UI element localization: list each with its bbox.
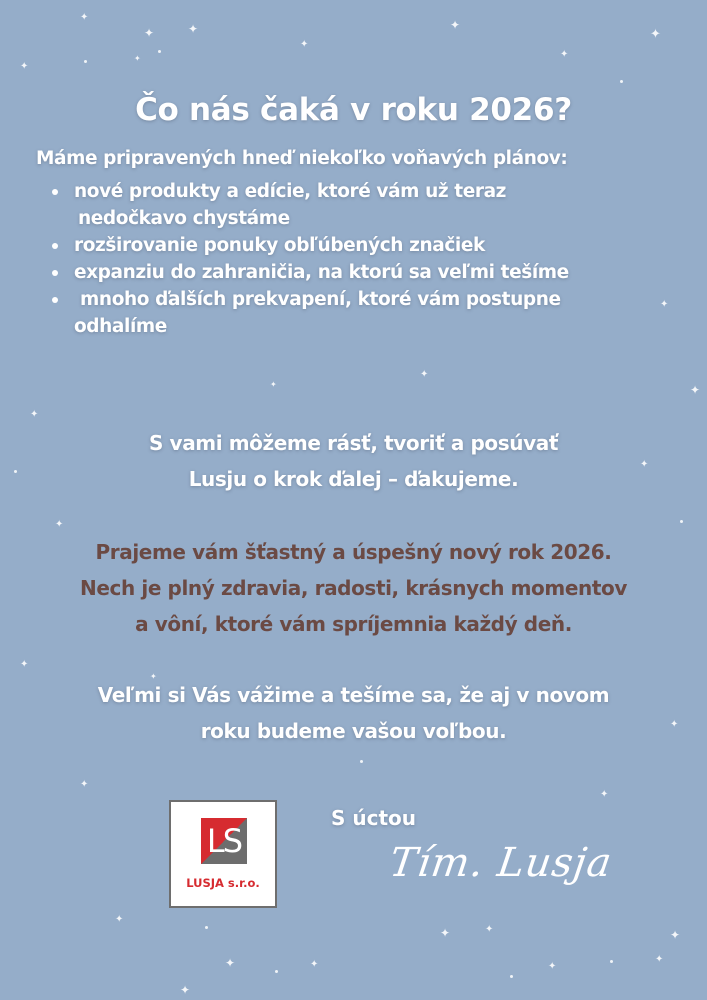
star-dot [158, 50, 161, 53]
sparkle-icon: ✦ [80, 12, 89, 23]
sparkle-icon: ✦ [670, 928, 681, 942]
star-dot [360, 760, 363, 763]
sparkle-icon: ✦ [670, 719, 679, 730]
company-logo [169, 800, 277, 908]
sparkle-icon: ✦ [450, 18, 461, 32]
star-dot [620, 80, 623, 83]
card-title: Čo nás čaká v roku 2026? [135, 92, 572, 128]
sparkle-icon: ✦ [690, 383, 701, 397]
sparkle-icon: ✦ [134, 54, 141, 63]
growth-message [0, 425, 707, 497]
thanks-message [0, 677, 707, 749]
sparkle-icon: ✦ [310, 959, 319, 970]
star-dot [610, 960, 613, 963]
plan-item [50, 286, 670, 340]
plan-text: nové produkty a edície, ktoré vám už teraz [74, 181, 507, 202]
sparkle-icon: ✦ [20, 659, 29, 670]
plan-text: rozširovanie ponuky obľúbených značiek [74, 235, 485, 256]
plan-text: expanziu do zahraničia, na ktorú sa veľmi tešíme [74, 262, 569, 283]
closing-salutation: S úctou [331, 806, 416, 830]
plan-item [50, 178, 670, 232]
sparkle-icon: ✦ [440, 926, 451, 940]
star-dot [84, 60, 87, 63]
thanks-line: roku budeme vašou voľbou. [200, 719, 507, 743]
sparkle-icon: ✦ [30, 409, 39, 420]
growth-line: Lusju o krok ďalej – ďakujeme. [188, 467, 519, 491]
wish-line: Prajeme vám šťastný a úspešný nový rok 2026. [95, 540, 612, 564]
growth-line: S vami môžeme rásť, tvoriť a posúvať [148, 431, 559, 455]
ls-logo-icon [201, 818, 247, 864]
plan-text-continued: nedočkavo chystáme [78, 208, 290, 229]
sparkle-icon: ✦ [270, 380, 277, 389]
sparkle-icon: ✦ [188, 22, 199, 36]
star-dot [680, 520, 683, 523]
plan-item [50, 259, 670, 286]
star-dot [510, 975, 513, 978]
thanks-line: Veľmi si Vás vážime a tešíme sa, že aj v novom [97, 683, 610, 707]
sparkle-icon: ✦ [485, 924, 494, 935]
sparkle-icon: ✦ [655, 954, 664, 965]
logo-mark-text: LS [206, 822, 242, 860]
company-name: LUSJA s.r.o. [186, 876, 260, 890]
sparkle-icon: ✦ [420, 369, 429, 380]
wish-line: Nech je plný zdravia, radosti, krásnych momentov [80, 576, 627, 600]
sparkle-icon: ✦ [300, 39, 309, 50]
sparkle-icon: ✦ [225, 956, 236, 970]
star-dot [275, 970, 278, 973]
sparkle-icon: ✦ [640, 459, 649, 470]
plans-intro: Máme pripravených hneď niekoľko voňavých plánov: [36, 148, 568, 169]
sparkle-icon: ✦ [600, 789, 609, 800]
sparkle-icon: ✦ [20, 61, 29, 72]
plan-text: mnoho ďalších prekvapení, ktoré vám postupne [74, 289, 561, 310]
sparkle-icon: ✦ [55, 519, 64, 530]
sparkle-icon: ✦ [80, 779, 89, 790]
plan-text-continued: odhalíme [74, 316, 167, 337]
sparkle-icon: ✦ [548, 961, 557, 972]
sparkle-icon: ✦ [150, 672, 157, 681]
new-year-wish [0, 534, 707, 642]
sparkle-icon: ✦ [180, 983, 191, 997]
sparkle-icon: ✦ [650, 27, 661, 42]
team-signature: Tím. Lusja [386, 840, 616, 886]
plan-item [50, 232, 670, 259]
wish-line: a vôní, ktoré vám spríjemnia každý deň. [135, 612, 572, 636]
sparkle-icon: ✦ [144, 26, 155, 40]
sparkle-icon: ✦ [115, 914, 124, 925]
sparkle-icon: ✦ [560, 49, 569, 60]
star-dot [205, 926, 208, 929]
plans-list [50, 178, 670, 340]
sparkle-icon: ✦ [660, 299, 669, 310]
